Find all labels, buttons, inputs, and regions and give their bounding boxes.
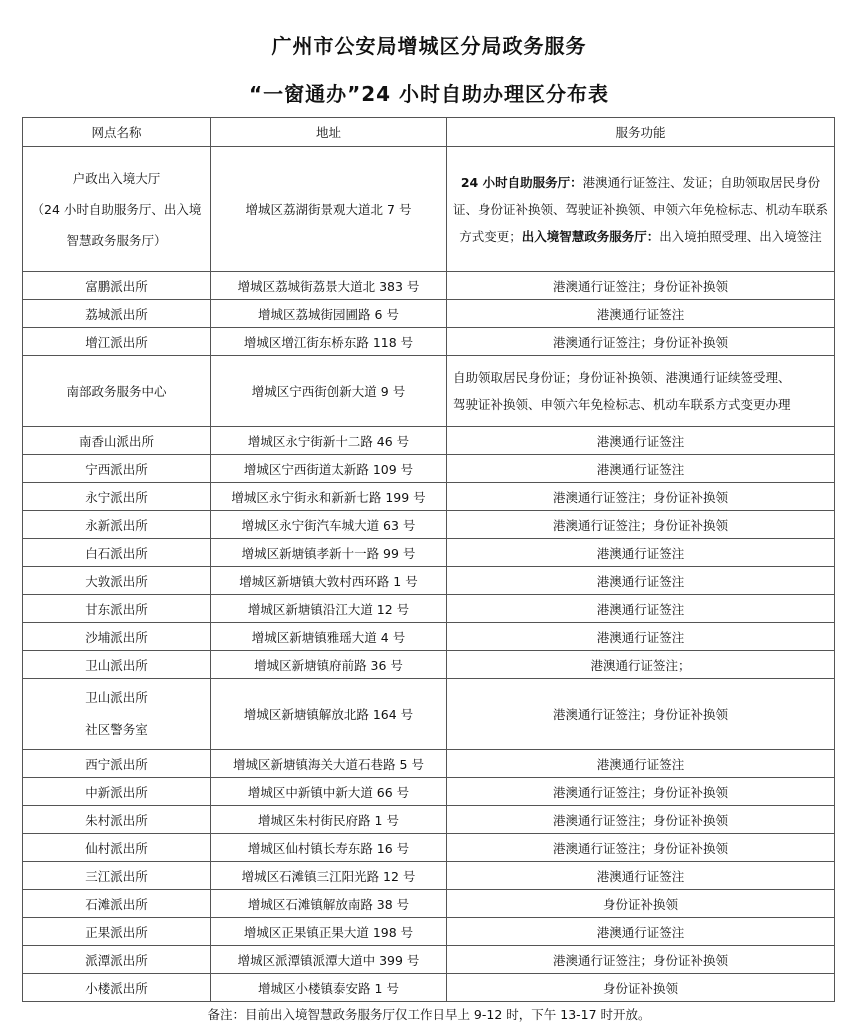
table-row (23, 974, 835, 1002)
location-name: 西宁派出所 (23, 750, 211, 778)
location-name: 派潭派出所 (23, 946, 211, 974)
table-row (23, 679, 835, 750)
table-row (23, 539, 835, 567)
location-services: 24 小时自助服务厅：港澳通行证签注、发证；自助领取居民身份证、身份证补换领、驾驶证补换领、申领六年免检标志、机动车联系方式变更；出入境智慧政务服务厅：出入境拍照受理、出入境签注 (447, 147, 835, 272)
location-services: 港澳通行证签注；身份证补换领 (447, 679, 835, 750)
location-services: 港澳通行证签注；身份证补换领 (447, 806, 835, 834)
location-name: 沙埔派出所 (23, 623, 211, 651)
location-address: 增城区新塘镇雅瑶大道 4 号 (211, 623, 447, 651)
location-name: 卫山派出所 社区警务室 (23, 679, 211, 750)
location-services: 港澳通行证签注 (447, 455, 835, 483)
table-row (23, 834, 835, 862)
table-row (23, 750, 835, 778)
location-name: 卫山派出所 (23, 651, 211, 679)
location-address: 增城区新塘镇府前路 36 号 (211, 651, 447, 679)
location-address: 增城区新塘镇沿江大道 12 号 (211, 595, 447, 623)
location-services: 港澳通行证签注 (447, 539, 835, 567)
location-address: 增城区永宁街永和新新七路 199 号 (211, 483, 447, 511)
table-row (23, 483, 835, 511)
location-services: 港澳通行证签注 (447, 427, 835, 455)
location-name: 增江派出所 (23, 328, 211, 356)
location-address: 增城区宁西街道太新路 109 号 (211, 455, 447, 483)
table-header-row (23, 118, 835, 147)
location-address: 增城区新塘镇大敦村西环路 1 号 (211, 567, 447, 595)
location-services: 港澳通行证签注 (447, 300, 835, 328)
footnote: 备注：目前出入境智慧政务服务厅仅工作日早上 9-12 时，下午 13-17 时开放。 (207, 1007, 651, 1022)
location-address: 增城区增江街东桥东路 118 号 (211, 328, 447, 356)
table-row (23, 272, 835, 300)
location-services: 港澳通行证签注 (447, 567, 835, 595)
location-address: 增城区小楼镇泰安路 1 号 (211, 974, 447, 1002)
location-services: 港澳通行证签注 (447, 862, 835, 890)
location-services: 港澳通行证签注；身份证补换领 (447, 834, 835, 862)
table-row (23, 427, 835, 455)
table-row (23, 595, 835, 623)
location-address: 增城区朱村街民府路 1 号 (211, 806, 447, 834)
location-address: 增城区正果镇正果大道 198 号 (211, 918, 447, 946)
location-address: 增城区宁西街创新大道 9 号 (211, 356, 447, 427)
location-services: 港澳通行证签注 (447, 595, 835, 623)
location-address: 增城区派潭镇派潭大道中 399 号 (211, 946, 447, 974)
location-address: 增城区中新镇中新大道 66 号 (211, 778, 447, 806)
table-row (23, 862, 835, 890)
location-services: 港澳通行证签注；身份证补换领 (447, 272, 835, 300)
table-row (23, 623, 835, 651)
header-service: 服务功能 (447, 118, 835, 147)
location-name: 宁西派出所 (23, 455, 211, 483)
table-row (23, 567, 835, 595)
location-name: 小楼派出所 (23, 974, 211, 1002)
location-services: 港澳通行证签注；身份证补换领 (447, 511, 835, 539)
table-row (23, 806, 835, 834)
location-address: 增城区石滩镇三江阳光路 12 号 (211, 862, 447, 890)
table-row (23, 356, 835, 427)
page-subtitle: “一窗通办”24 小时自助办理区分布表 (248, 82, 610, 106)
location-name: 南部政务服务中心 (23, 356, 211, 427)
table-row (23, 890, 835, 918)
location-name: 南香山派出所 (23, 427, 211, 455)
table-row (23, 455, 835, 483)
table-row (23, 328, 835, 356)
location-services: 港澳通行证签注 (447, 623, 835, 651)
table-row (23, 147, 835, 272)
location-address: 增城区永宁街汽车城大道 63 号 (211, 511, 447, 539)
location-services: 身份证补换领 (447, 890, 835, 918)
location-services: 港澳通行证签注 (447, 750, 835, 778)
location-services: 港澳通行证签注 (447, 918, 835, 946)
location-address: 增城区荔湖街景观大道北 7 号 (211, 147, 447, 272)
location-address: 增城区仙村镇长寿东路 16 号 (211, 834, 447, 862)
location-address: 增城区新塘镇解放北路 164 号 (211, 679, 447, 750)
location-name: 荔城派出所 (23, 300, 211, 328)
table-row (23, 778, 835, 806)
location-services: 港澳通行证签注； (447, 651, 835, 679)
table-row (23, 918, 835, 946)
service-locations-table (22, 117, 835, 1002)
location-name: 石滩派出所 (23, 890, 211, 918)
location-address: 增城区石滩镇解放南路 38 号 (211, 890, 447, 918)
table-row (23, 300, 835, 328)
location-services: 自助领取居民身份证；身份证补换领、港澳通行证续签受理、 驾驶证补换领、申领六年免检标志、机动车联系方式变更办理 (447, 356, 835, 427)
location-name: 甘东派出所 (23, 595, 211, 623)
location-name: 仙村派出所 (23, 834, 211, 862)
location-name: 三江派出所 (23, 862, 211, 890)
location-name: 正果派出所 (23, 918, 211, 946)
location-address: 增城区新塘镇海关大道石巷路 5 号 (211, 750, 447, 778)
location-address: 增城区荔城街园圃路 6 号 (211, 300, 447, 328)
table-row (23, 651, 835, 679)
header-name: 网点名称 (23, 118, 211, 147)
location-name: 永宁派出所 (23, 483, 211, 511)
location-address: 增城区荔城街荔景大道北 383 号 (211, 272, 447, 300)
location-name: 大敦派出所 (23, 567, 211, 595)
header-address: 地址 (211, 118, 447, 147)
location-name: 永新派出所 (23, 511, 211, 539)
location-services: 港澳通行证签注；身份证补换领 (447, 328, 835, 356)
location-address: 增城区新塘镇孝新十一路 99 号 (211, 539, 447, 567)
location-name: 白石派出所 (23, 539, 211, 567)
location-name: 朱村派出所 (23, 806, 211, 834)
location-services: 港澳通行证签注；身份证补换领 (447, 483, 835, 511)
table-row (23, 946, 835, 974)
location-address: 增城区永宁街新十二路 46 号 (211, 427, 447, 455)
table-row (23, 511, 835, 539)
page-title: 广州市公安局增城区分局政务服务 (271, 34, 587, 58)
location-services: 港澳通行证签注；身份证补换领 (447, 778, 835, 806)
location-name: 富鹏派出所 (23, 272, 211, 300)
location-services: 港澳通行证签注；身份证补换领 (447, 946, 835, 974)
location-name: 中新派出所 (23, 778, 211, 806)
location-services: 身份证补换领 (447, 974, 835, 1002)
location-name: 户政出入境大厅 （24 小时自助服务厅、出入境 智慧政务服务厅） (23, 147, 211, 272)
